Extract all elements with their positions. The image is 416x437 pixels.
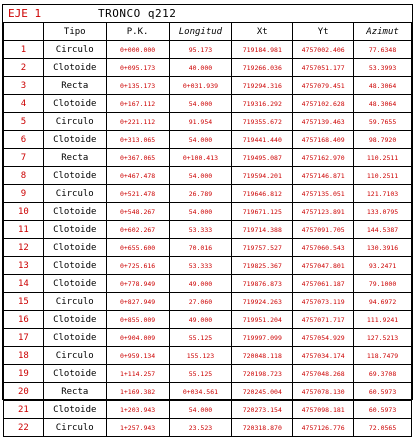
yt-cell: 4757146.871: [293, 167, 354, 185]
eje-label: EJE 1: [8, 7, 42, 20]
row-index: 11: [4, 221, 44, 239]
xt-cell: 720198.723: [232, 365, 293, 383]
pk-cell: 0+778.949: [106, 275, 169, 293]
xt-cell: 719924.263: [232, 293, 293, 311]
tipo-cell: Circulo: [43, 185, 106, 203]
longitud-cell: 26.789: [169, 185, 232, 203]
row-index: 14: [4, 275, 44, 293]
azimut-cell: 121.7103: [354, 185, 412, 203]
pk-cell: 0+313.065: [106, 131, 169, 149]
longitud-cell: 91.954: [169, 113, 232, 131]
tipo-cell: Clotoide: [43, 221, 106, 239]
header-longitud: Longitud: [169, 23, 232, 41]
azimut-cell: 60.5973: [354, 401, 412, 419]
yt-cell: 4757071.717: [293, 311, 354, 329]
tipo-cell: Circulo: [43, 293, 106, 311]
azimut-cell: 53.3993: [354, 59, 412, 77]
azimut-cell: 60.5973: [354, 383, 412, 401]
longitud-cell: 0+031.939: [169, 77, 232, 95]
xt-cell: 719757.527: [232, 239, 293, 257]
xt-cell: 719184.981: [232, 41, 293, 59]
azimut-cell: 111.9241: [354, 311, 412, 329]
tronco-label: TRONCO q212: [98, 7, 177, 20]
pk-cell: 0+000.000: [106, 41, 169, 59]
pk-cell: 0+467.478: [106, 167, 169, 185]
longitud-cell: 49.000: [169, 311, 232, 329]
yt-cell: 4757168.409: [293, 131, 354, 149]
tipo-cell: Recta: [43, 77, 106, 95]
longitud-cell: 53.333: [169, 221, 232, 239]
table-row: [4, 347, 412, 365]
yt-cell: 4757060.543: [293, 239, 354, 257]
row-index: 4: [4, 95, 44, 113]
table-row: [4, 401, 412, 419]
tipo-cell: Clotoide: [43, 275, 106, 293]
row-index: 19: [4, 365, 44, 383]
yt-cell: 4757079.451: [293, 77, 354, 95]
pk-cell: 0+548.267: [106, 203, 169, 221]
longitud-cell: 54.000: [169, 167, 232, 185]
azimut-cell: 72.0565: [354, 419, 412, 437]
table-row: [4, 77, 412, 95]
tipo-cell: Clotoide: [43, 59, 106, 77]
header-yt: Yt: [293, 23, 354, 41]
azimut-cell: 77.6348: [354, 41, 412, 59]
pk-cell: 1+203.943: [106, 401, 169, 419]
longitud-cell: 70.016: [169, 239, 232, 257]
row-index: 9: [4, 185, 44, 203]
azimut-cell: 48.3064: [354, 77, 412, 95]
azimut-cell: 69.3708: [354, 365, 412, 383]
row-index: 6: [4, 131, 44, 149]
pk-cell: 0+602.267: [106, 221, 169, 239]
yt-cell: 4757002.406: [293, 41, 354, 59]
xt-cell: 720273.154: [232, 401, 293, 419]
yt-cell: 4757054.929: [293, 329, 354, 347]
yt-cell: 4757048.268: [293, 365, 354, 383]
azimut-cell: 48.3064: [354, 95, 412, 113]
longitud-cell: 23.523: [169, 419, 232, 437]
tipo-cell: Circulo: [43, 347, 106, 365]
pk-cell: 0+959.134: [106, 347, 169, 365]
longitud-cell: 55.125: [169, 329, 232, 347]
table-frame: [2, 4, 413, 433]
tipo-cell: Circulo: [43, 41, 106, 59]
header-index: [4, 23, 44, 41]
tipo-cell: Clotoide: [43, 329, 106, 347]
azimut-cell: 133.0795: [354, 203, 412, 221]
xt-cell: 719316.292: [232, 95, 293, 113]
row-index: 16: [4, 311, 44, 329]
xt-cell: 720318.870: [232, 419, 293, 437]
pk-cell: 0+095.173: [106, 59, 169, 77]
table-row: [4, 365, 412, 383]
yt-cell: 4757091.705: [293, 221, 354, 239]
row-index: 20: [4, 383, 44, 401]
row-index: 18: [4, 347, 44, 365]
tipo-cell: Recta: [43, 383, 106, 401]
tipo-cell: Clotoide: [43, 239, 106, 257]
table-row: [4, 203, 412, 221]
pk-cell: 0+221.112: [106, 113, 169, 131]
pk-cell: 0+521.478: [106, 185, 169, 203]
table-row: [4, 419, 412, 437]
azimut-cell: 59.7655: [354, 113, 412, 131]
tipo-cell: Clotoide: [43, 365, 106, 383]
xt-cell: 719876.873: [232, 275, 293, 293]
yt-cell: 4757047.801: [293, 257, 354, 275]
longitud-cell: 27.060: [169, 293, 232, 311]
pk-cell: 0+904.009: [106, 329, 169, 347]
tipo-cell: Clotoide: [43, 167, 106, 185]
table-row: [4, 185, 412, 203]
tipo-cell: Recta: [43, 149, 106, 167]
alignment-table: [3, 22, 412, 437]
pk-cell: 1+257.943: [106, 419, 169, 437]
yt-cell: 4757073.119: [293, 293, 354, 311]
yt-cell: 4757078.130: [293, 383, 354, 401]
xt-cell: 719951.204: [232, 311, 293, 329]
pk-cell: 0+827.949: [106, 293, 169, 311]
xt-cell: 719441.440: [232, 131, 293, 149]
xt-cell: 719671.125: [232, 203, 293, 221]
xt-cell: 720245.004: [232, 383, 293, 401]
longitud-cell: 49.000: [169, 275, 232, 293]
header-xt: Xt: [232, 23, 293, 41]
table-row: [4, 167, 412, 185]
row-index: 12: [4, 239, 44, 257]
xt-cell: 719266.036: [232, 59, 293, 77]
azimut-cell: 130.3916: [354, 239, 412, 257]
table-row: [4, 131, 412, 149]
table-row: [4, 221, 412, 239]
xt-cell: 719594.201: [232, 167, 293, 185]
xt-cell: 719495.087: [232, 149, 293, 167]
longitud-cell: 53.333: [169, 257, 232, 275]
longitud-cell: 54.000: [169, 95, 232, 113]
xt-cell: 719355.672: [232, 113, 293, 131]
longitud-cell: 55.125: [169, 365, 232, 383]
pk-cell: 0+855.009: [106, 311, 169, 329]
table-row: [4, 41, 412, 59]
azimut-cell: 144.5387: [354, 221, 412, 239]
tipo-cell: Clotoide: [43, 203, 106, 221]
longitud-cell: 155.123: [169, 347, 232, 365]
xt-cell: 719997.099: [232, 329, 293, 347]
pk-cell: 1+114.257: [106, 365, 169, 383]
header-azimut: Azimut: [354, 23, 412, 41]
tipo-cell: Clotoide: [43, 401, 106, 419]
table-row: [4, 329, 412, 347]
tipo-cell: Circulo: [43, 419, 106, 437]
row-index: 17: [4, 329, 44, 347]
row-index: 1: [4, 41, 44, 59]
azimut-cell: 127.5213: [354, 329, 412, 347]
tipo-cell: Clotoide: [43, 95, 106, 113]
yt-cell: 4757061.187: [293, 275, 354, 293]
longitud-cell: 40.000: [169, 59, 232, 77]
azimut-cell: 110.2511: [354, 167, 412, 185]
row-index: 22: [4, 419, 44, 437]
pk-cell: 0+135.173: [106, 77, 169, 95]
row-index: 2: [4, 59, 44, 77]
azimut-cell: 79.1000: [354, 275, 412, 293]
row-index: 10: [4, 203, 44, 221]
yt-cell: 4757034.174: [293, 347, 354, 365]
pk-cell: 0+167.112: [106, 95, 169, 113]
header-tipo: Tipo: [43, 23, 106, 41]
title-row: [3, 5, 412, 23]
longitud-cell: 0+100.413: [169, 149, 232, 167]
tipo-cell: Clotoide: [43, 311, 106, 329]
xt-cell: 720048.118: [232, 347, 293, 365]
yt-cell: 4757051.177: [293, 59, 354, 77]
row-index: 21: [4, 401, 44, 419]
table-row: [4, 239, 412, 257]
xt-cell: 719294.316: [232, 77, 293, 95]
xt-cell: 719646.812: [232, 185, 293, 203]
row-index: 8: [4, 167, 44, 185]
header-row: [4, 23, 412, 41]
azimut-cell: 94.6972: [354, 293, 412, 311]
table-row: [4, 59, 412, 77]
table-row: [4, 95, 412, 113]
row-index: 15: [4, 293, 44, 311]
azimut-cell: 110.2511: [354, 149, 412, 167]
pk-cell: 0+725.616: [106, 257, 169, 275]
table-row: [4, 275, 412, 293]
table-row: [4, 311, 412, 329]
longitud-cell: 95.173: [169, 41, 232, 59]
longitud-cell: 0+034.561: [169, 383, 232, 401]
azimut-cell: 118.7479: [354, 347, 412, 365]
row-index: 13: [4, 257, 44, 275]
table-row: [4, 383, 412, 401]
tipo-cell: Clotoide: [43, 257, 106, 275]
yt-cell: 4757102.628: [293, 95, 354, 113]
table-row: [4, 113, 412, 131]
tipo-cell: Circulo: [43, 113, 106, 131]
yt-cell: 4757135.051: [293, 185, 354, 203]
row-index: 3: [4, 77, 44, 95]
table-row: [4, 293, 412, 311]
row-index: 5: [4, 113, 44, 131]
pk-cell: 0+655.600: [106, 239, 169, 257]
pk-cell: 0+367.065: [106, 149, 169, 167]
azimut-cell: 98.7920: [354, 131, 412, 149]
yt-cell: 4757126.776: [293, 419, 354, 437]
yt-cell: 4757123.891: [293, 203, 354, 221]
row-index: 7: [4, 149, 44, 167]
tipo-cell: Clotoide: [43, 131, 106, 149]
yt-cell: 4757162.970: [293, 149, 354, 167]
header-pk: P.K.: [106, 23, 169, 41]
yt-cell: 4757098.181: [293, 401, 354, 419]
longitud-cell: 54.000: [169, 401, 232, 419]
longitud-cell: 54.000: [169, 203, 232, 221]
xt-cell: 719714.388: [232, 221, 293, 239]
pk-cell: 1+169.382: [106, 383, 169, 401]
azimut-cell: 93.2471: [354, 257, 412, 275]
table-body: [4, 41, 412, 437]
yt-cell: 4757139.463: [293, 113, 354, 131]
xt-cell: 719825.367: [232, 257, 293, 275]
table-row: [4, 149, 412, 167]
table-row: [4, 257, 412, 275]
longitud-cell: 54.000: [169, 131, 232, 149]
